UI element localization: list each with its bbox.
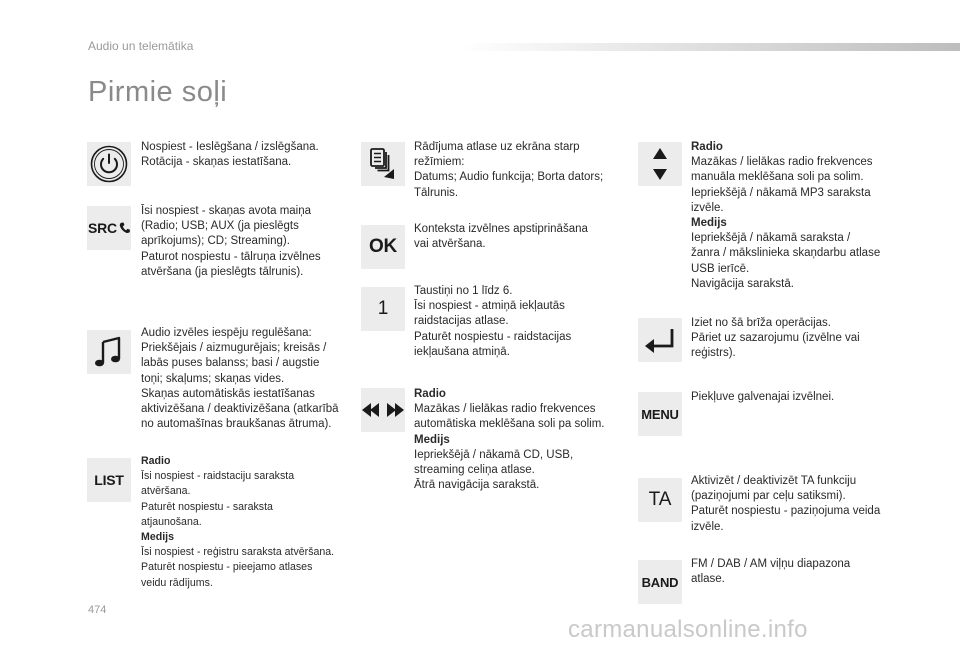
power-button-icon [87,142,131,186]
src-description: Īsi nospiest - skaņas avota maiņa (Radio; USB; AUX (ja pieslēgts aprīkojums); CD; Streaming). Paturot nospiestu - tālruņa izvēlnes atvēršana (ja pieslēgts tālrunis). [141,205,321,278]
display-stack-icon [369,147,397,181]
src-button-icon [87,206,131,250]
src-label: SRC [88,220,117,236]
ta-label: TA [648,489,672,510]
power-icon [90,145,128,183]
ok-button-icon [361,225,405,269]
band-button-icon [638,560,682,604]
watermark: carmanualsonline.info [568,616,808,643]
music-note-icon [94,335,124,369]
band-description: FM / DAB / AM viļņu diapazona atlase. [691,558,851,586]
up-down-arrows-icon [652,146,668,182]
audio-description: Audio izvēles iespēju regulēšana: Priekšējais / aizmugurējais; kreisās / labās puses balanss; basi / augstie toņi; skaļums; skaņas vides. Skaņas automātiskās iestatīšanas aktivizēšana / deaktivizēšana (atkarībā no automašīnas braukšanas ātruma). [141,327,339,431]
ta-description: Aktivizēt / deaktivizēt TA funkciju (paziņojumi par ceļu satiksmi). Paturēt nospiestu - paziņojuma veida izvēle. [691,475,881,533]
menu-description: Piekļuve galvenajai izvēlnei. [691,391,835,403]
seek-description: Radio Mazākas / lielākas radio frekvences automātiska meklēšana soli pa solim. Medijs Iepriekšējā / nākamā CD, USB, streaming celiņa atlase. Ātrā navigācija sarakstā. [414,388,605,492]
updown-description: Radio Mazākas / lielākas radio frekvences manuāla meklēšana soli pa solim. Iepriekšējā / nākamā MP3 saraksta izvēle. Medijs Iepriekšējā / nākamā saraksta / žanra / mākslinieka skaņdarbu atlase USB ierīcē. Navigācija sarakstā. [691,141,881,290]
section-header: Audio un telemātika [88,39,194,53]
preset-description: Taustiņi no 1 līdz 6. Īsi nospiest - atmiņā iekļautās raidstacijas atlase. Paturēt nospiestu - raidstacijas iekļaušana atmiņā. [414,285,572,358]
seek-buttons-icon [361,388,405,432]
menu-label: MENU [641,406,679,422]
list-description: Radio Īsi nospiest - raidstaciju saraksta atvēršana. Paturēt nospiestu - saraksta atjaunošana. Medijs Īsi nospiest - reģistru saraksta atvēršana. Paturēt nospiestu - pieejamo atlases veidu rādījums. [141,455,335,589]
back-description: Iziet no šā brīža operācijas. Pāriet uz sazarojumu (izvēlne vai reģistrs). [691,317,860,360]
ta-button-icon [638,478,682,522]
phone-icon [119,220,131,236]
preset-1-button-icon [361,287,405,331]
ok-description: Konteksta izvēlnes apstiprināšana vai atvēršana. [414,223,588,251]
ok-label: OK [368,236,398,257]
page-number: 474 [88,604,107,616]
display-mode-button-icon [361,142,405,186]
header-rule [460,43,960,51]
up-down-buttons-icon [638,142,682,186]
list-button-icon [87,458,131,502]
display-description: Rādījuma atlase uz ekrāna starp režīmiem: Datums; Audio funkcija; Borta dators; Tālrunis. [414,141,604,199]
return-arrow-icon [643,326,677,354]
menu-button-icon [638,392,682,436]
preset-number-label: 1 [377,298,389,319]
power-description: Nospiest - Ieslēgšana / izslēgšana. Rotācija - skaņas iestatīšana. [141,141,319,169]
back-button-icon [638,318,682,362]
page-title: Pirmie soļi [88,76,228,108]
list-label: LIST [94,472,124,488]
audio-settings-button-icon [87,330,131,374]
band-label: BAND [641,574,679,590]
seek-arrows-icon [362,402,404,418]
